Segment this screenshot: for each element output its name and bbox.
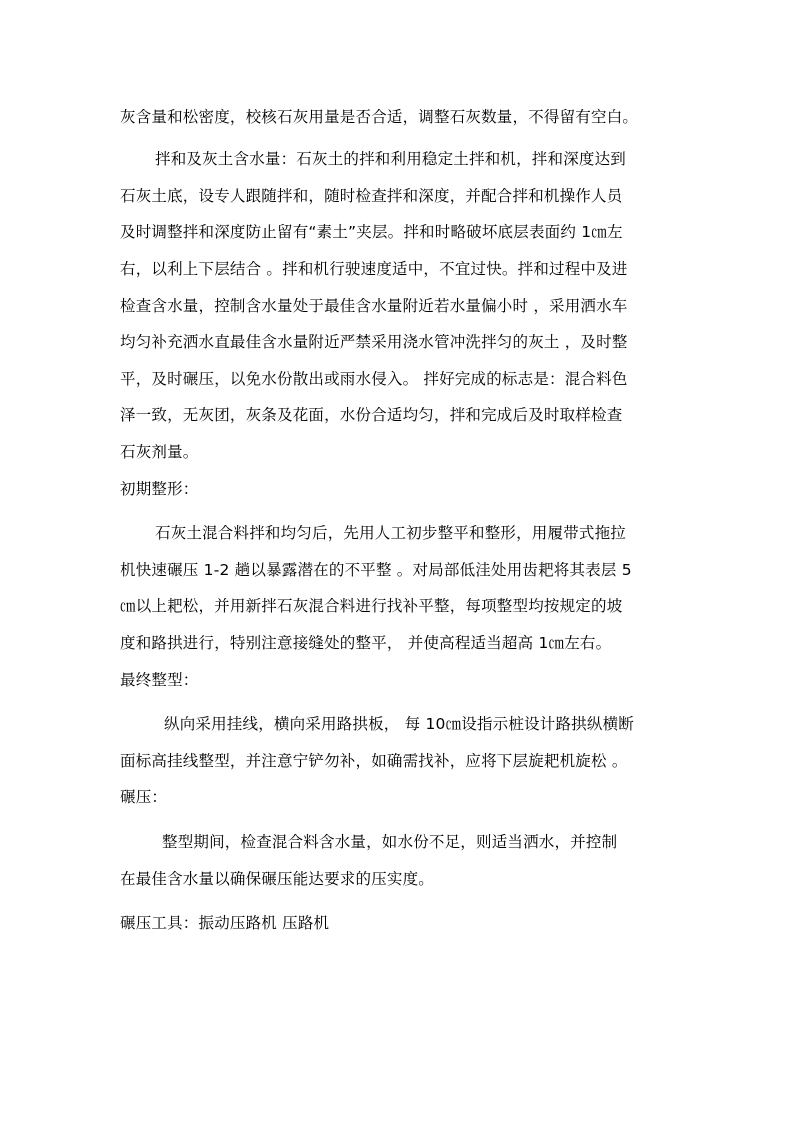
paragraph-line-1: 灰含量和松密度，校核石灰用量是否合适，调整石灰数量，不得留有空白。 xyxy=(120,108,639,126)
paragraph-line-3: 石灰土底，设专人跟随拌和，随时检查拌和深度，并配合拌和机操作人员 xyxy=(120,187,623,205)
section-heading-final-shaping: 最终整型： xyxy=(120,671,199,689)
paragraph-line-18: 面标高挂线整型，并注意宁铲勿补，如确需找补，应将下层旋耙机旋松 。 xyxy=(120,752,628,770)
paragraph-line-8: 平，及时碾压，以免水份散出或雨水侵入。 拌好完成的标志是：混合料色 xyxy=(120,370,628,388)
paragraph-line-2: 拌和及灰土含水量：石灰土的拌和利用稳定土拌和机，拌和深度达到 xyxy=(155,150,627,168)
section-heading-initial-shaping: 初期整形： xyxy=(120,480,199,498)
paragraph-line-14: ㎝以上耙松，并用新拌石灰混合料进行找补平整，每项整型均按规定的坡 xyxy=(120,597,623,615)
paragraph-line-13: 机快速碾压 1-2 趟以暴露潜在的不平整 。对局部低洼处用齿耙将其表层 5 xyxy=(120,561,632,579)
paragraph-line-9: 泽一致，无灰团，灰条及花面，水份合适均匀，拌和完成后及时取样检查 xyxy=(120,406,623,424)
paragraph-line-10: 石灰剂量。 xyxy=(120,443,199,461)
compaction-tools-line: 碾压工具：振动压路机 压路机 xyxy=(120,914,330,932)
paragraph-line-5: 右，以利上下层结合 。拌和机行驶速度适中，不宜过快。拌和过程中及进 xyxy=(120,260,628,278)
paragraph-line-4: 及时调整拌和深度防止留有“素土”夹层。拌和时略破坏底层表面约 1㎝左 xyxy=(120,223,623,241)
paragraph-line-17: 纵向采用挂线，横向采用路拱板， 每 10㎝设指示桩设计路拱纵横断 xyxy=(164,715,634,733)
paragraph-line-6: 检查含水量，控制含水量处于最佳含水量附近若水量偏小时 ，采用洒水车 xyxy=(120,297,628,315)
paragraph-line-12: 石灰土混合料拌和均匀后，先用人工初步整平和整形，用履带式拖拉 xyxy=(155,524,627,542)
section-heading-compaction: 碾压： xyxy=(120,788,168,806)
paragraph-line-7: 均匀补充洒水直最佳含水量附近严禁采用浇水管冲洗拌匀的灰土 ，及时整 xyxy=(120,333,628,351)
paragraph-line-21: 在最佳含水量以确保碾压能达要求的压实度。 xyxy=(120,870,435,888)
paragraph-line-20: 整型期间，检查混合料含水量，如水份不足，则适当洒水，并控制 xyxy=(162,833,618,851)
paragraph-line-15: 度和路拱进行，特别注意接缝处的整平， 并使高程适当超高 1㎝左右。 xyxy=(120,634,612,652)
